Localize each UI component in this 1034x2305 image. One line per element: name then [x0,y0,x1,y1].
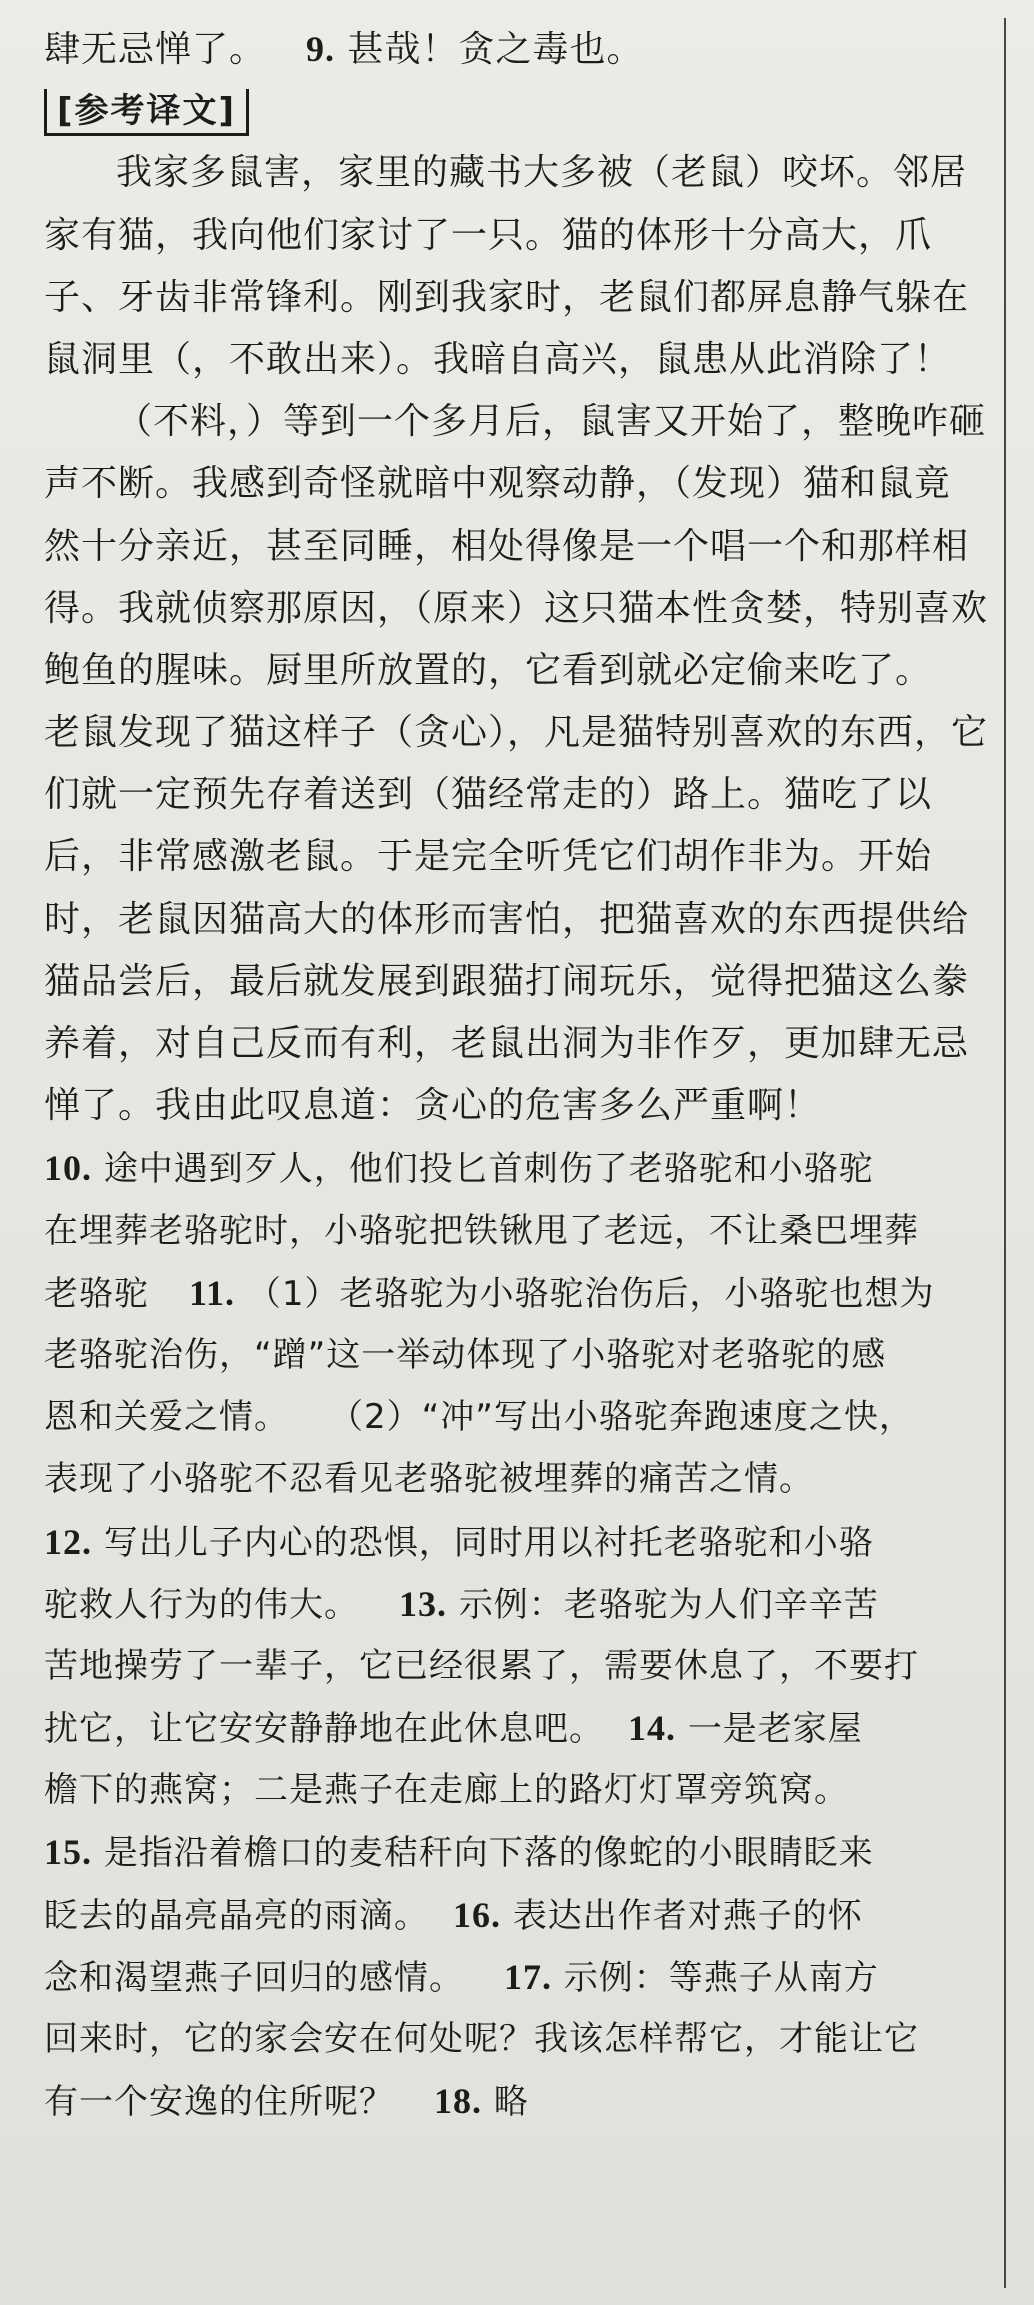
q15-number: 15. [44,1832,92,1873]
top-line-text: 肆无忌惮了。 [44,29,267,70]
q13-q14-line [44,1697,994,1759]
q9-number: 9. [306,29,336,69]
q16-number: 16. [453,1894,501,1935]
translation-line: 老鼠发现了猫这样子（贪心），凡是猫特别喜欢的东西，它 [44,712,989,754]
translation-line: 声不断。我感到奇怪就暗中观察动静，（发现）猫和鼠竟 [44,463,952,505]
q11-text-3a: 恩和关爱之情。 [44,1397,289,1438]
translation-heading-line [44,80,994,142]
q13-number: 13. [399,1583,447,1624]
q10-q11-line [44,1262,994,1324]
page-edge-rule [1004,18,1006,2288]
q13-line-2: 苦地操劳了一辈子，它已经很累了，需要休息了，不要打 [44,1645,919,1686]
translation-line: （不料，）等到一个多月后，鼠害又开始了，整晚咋砸 [116,401,987,443]
q11-text-3b: （2）“冲”写出小骆驼奔跑速度之快， [329,1397,914,1438]
q12-q13-line [44,1573,994,1635]
q11-text: （1）老骆驼为小骆驼治伤后，小骆驼也想为 [246,1273,935,1314]
q10-line-1 [44,1137,994,1199]
q14-number: 14. [628,1708,676,1749]
q15-line-1 [44,1821,994,1883]
translation-line: 猫品尝后，最后就发展到跟猫打闹玩乐，觉得把猫这么豢 [44,960,970,1002]
q17-number: 17. [504,1956,552,1997]
translation-line: 时，老鼠因猫高大的体形而害怕，把猫喜欢的东西提供给 [44,898,970,940]
q17-text-end: 有一个安逸的住所呢？ [44,2082,394,2123]
translation-line: 得。我就侦察那原因，（原来）这只猫本性贪婪，特别喜欢 [44,587,989,629]
q11-line-4: 表现了小骆驼不忍看见老骆驼被埋葬的痛苦之情。 [44,1459,814,1500]
q12-text-end: 驼救人行为的伟大。 [44,1584,359,1625]
translation-line: 养着，对自己反而有利，老鼠出洞为非作歹，更加肆无忌 [44,1023,970,1064]
q10-text: 途中遇到歹人，他们投匕首刺伤了老骆驼和小骆驼 [103,1149,874,1190]
top-line [44,18,994,80]
q16-q17-line [44,1946,994,2008]
q10-text-end: 老骆驼 [44,1273,149,1314]
translation-line: 子、牙齿非常锋利。刚到我家时，老鼠们都屏息静气躲在 [44,276,970,318]
translation-line: 惮了。我由此叹息道：贪心的危害多么严重啊！ [44,1085,822,1127]
q13-text: 示例：老骆驼为人们辛辛苦 [458,1584,879,1625]
q13-text-end: 扰它，让它安安静静地在此休息吧。 [44,1709,604,1750]
q15-text-end: 眨去的晶亮晶亮的雨滴。 [44,1895,429,1936]
translation-line: 然十分亲近，甚至同睡，相处得像是一个唱一个和那样相 [44,525,970,567]
translation-line: 鲍鱼的腥味。厨里所放置的，它看到就必定偷来吃了。 [44,649,933,691]
q17-line-2: 回来时，它的家会安在何处呢？我该怎样帮它，才能让它 [44,2019,919,2059]
q16-text-end: 念和渴望燕子回归的感情。 [44,1957,464,1998]
q10-number: 10. [44,1148,92,1189]
q12-line-1 [44,1511,994,1573]
translation-line: 我家多鼠害，家里的藏书大多被（老鼠）咬坏。邻居 [116,152,968,194]
q14-text: 一是老家屋 [687,1709,863,1750]
answer-content [44,18,994,2132]
q15-q16-line [44,1884,994,1946]
translation-line: 家有猫，我向他们家讨了一只。猫的体形十分高大，爪 [44,214,933,256]
q11-line-3 [44,1386,994,1448]
q14-line-2: 檐下的燕窝；二是燕子在走廊上的路灯灯罩旁筑窝。 [44,1770,849,1811]
q17-text: 示例：等燕子从南方 [563,1957,879,1998]
translation-line: 后，非常感激老鼠。于是完全听凭它们胡作非为。开始 [44,836,933,878]
translation-heading: [参考译文] [44,89,249,136]
q18-number: 18. [434,2081,482,2122]
q9-answer: 甚哉！贪之毒也。 [347,29,644,70]
translation-line: 们就一定预先存着送到（猫经常走的）路上。猫吃了以 [44,774,933,816]
q16-text: 表达出作者对燕子的怀 [512,1895,863,1936]
q12-number: 12. [44,1521,92,1562]
q10-line-2: 在埋葬老骆驼时，小骆驼把铁锹甩了老远，不让桑巴埋葬 [44,1210,919,1251]
translation-line: 鼠洞里（，不敢出来）。我暗自高兴，鼠患从此消除了！ [44,338,952,380]
q15-text: 是指沿着檐口的麦秸秆向下落的像蛇的小眼睛眨来 [103,1833,874,1874]
q11-number: 11. [189,1272,236,1313]
q18-text: 略 [493,2082,529,2123]
q11-line-2: 老骆驼治伤，“蹭”这一举动体现了小骆驼对老骆驼的感 [44,1334,887,1375]
q12-text: 写出儿子内心的恐惧，同时用以衬托老骆驼和小骆 [103,1522,874,1563]
q17-q18-line [44,2070,994,2132]
